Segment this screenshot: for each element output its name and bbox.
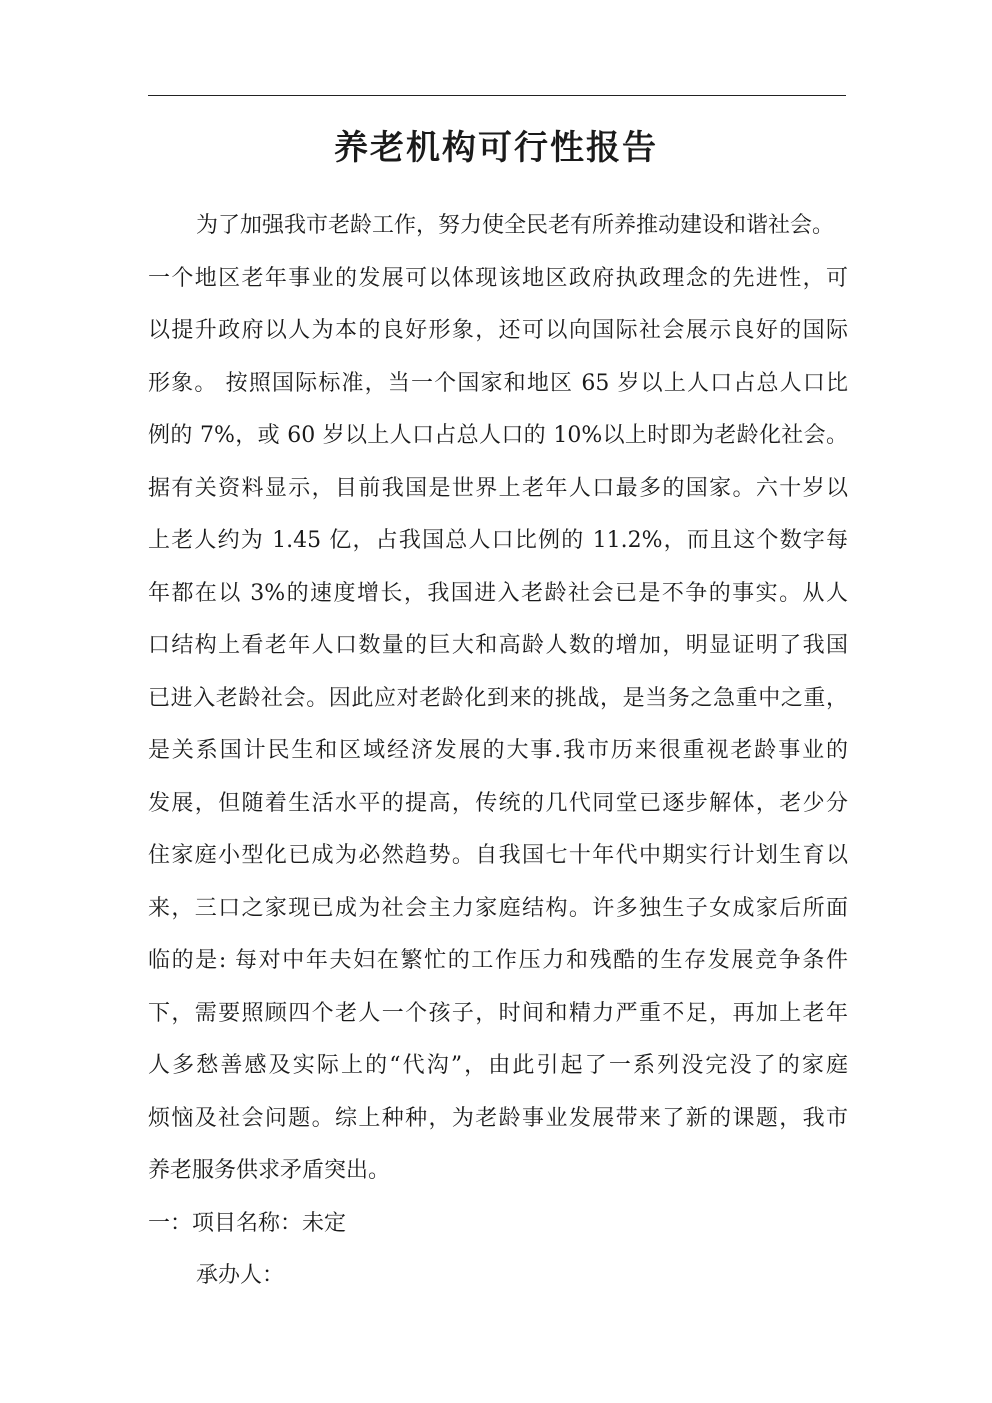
section-heading-project-name: 一：项目名称：未定 [148, 1210, 347, 1236]
document-body [148, 203, 848, 1306]
body-line: 形象。 按照国际标准，当一个国家和地区 65 岁以上人口占总人口比 [148, 370, 848, 396]
body-line: 口结构上看老年人口数量的巨大和高龄人数的增加，明显证明了我国 [148, 633, 848, 658]
body-line: 人多愁善感及实际上的“代沟”，由此引起了一系列没完没了的家庭 [148, 1053, 848, 1078]
body-line: 据有关资料显示，目前我国是世界上老年人口最多的国家。六十岁以 [148, 475, 848, 501]
undertaker-label: 承办人： [196, 1263, 285, 1288]
body-line: 来，三口之家现已成为社会主力家庭结构。许多独生子女成家后所面 [148, 895, 848, 921]
body-line: 发展，但随着生活水平的提高，传统的几代同堂已逐步解体，老少分 [148, 790, 848, 816]
body-line: 下，需要照顾四个老人一个孩子，时间和精力严重不足，再加上老年 [148, 1000, 848, 1026]
body-line: 临的是: 每对中年夫妇在繁忙的工作压力和残酷的生存发展竞争条件 [148, 948, 848, 973]
body-line: 一个地区老年事业的发展可以体现该地区政府执政理念的先进性，可 [148, 265, 848, 291]
body-line: 住家庭小型化已成为必然趋势。自我国七十年代中期实行计划生育以 [148, 843, 848, 868]
body-line: 上老人约为 1.45 亿，占我国总人口比例的 11.2%，而且这个数字每 [148, 528, 848, 553]
body-line: 养老服务供求矛盾突出。 [148, 1158, 391, 1183]
body-line: 已进入老龄社会。因此应对老龄化到来的挑战，是当务之急重中之重， [148, 685, 848, 711]
body-line: 是关系国计民生和区域经济发展的大事.我市历来很重视老龄事业的 [148, 738, 848, 763]
body-line: 例的 7%，或 60 岁以上人口占总人口的 10%以上时即为老龄化社会。 [148, 423, 848, 448]
body-line: 以提升政府以人为本的良好形象，还可以向国际社会展示良好的国际 [148, 318, 848, 343]
body-line: 年都在以 3%的速度增长，我国进入老龄社会已是不争的事实。从人 [148, 580, 848, 606]
header-rule [148, 95, 846, 96]
body-line: 烦恼及社会问题。综上种种，为老龄事业发展带来了新的课题，我市 [148, 1105, 848, 1131]
document-title: 养老机构可行性报告 [334, 128, 658, 168]
body-line: 为了加强我市老龄工作，努力使全民老有所养推动建设和谐社会。 [196, 213, 835, 238]
